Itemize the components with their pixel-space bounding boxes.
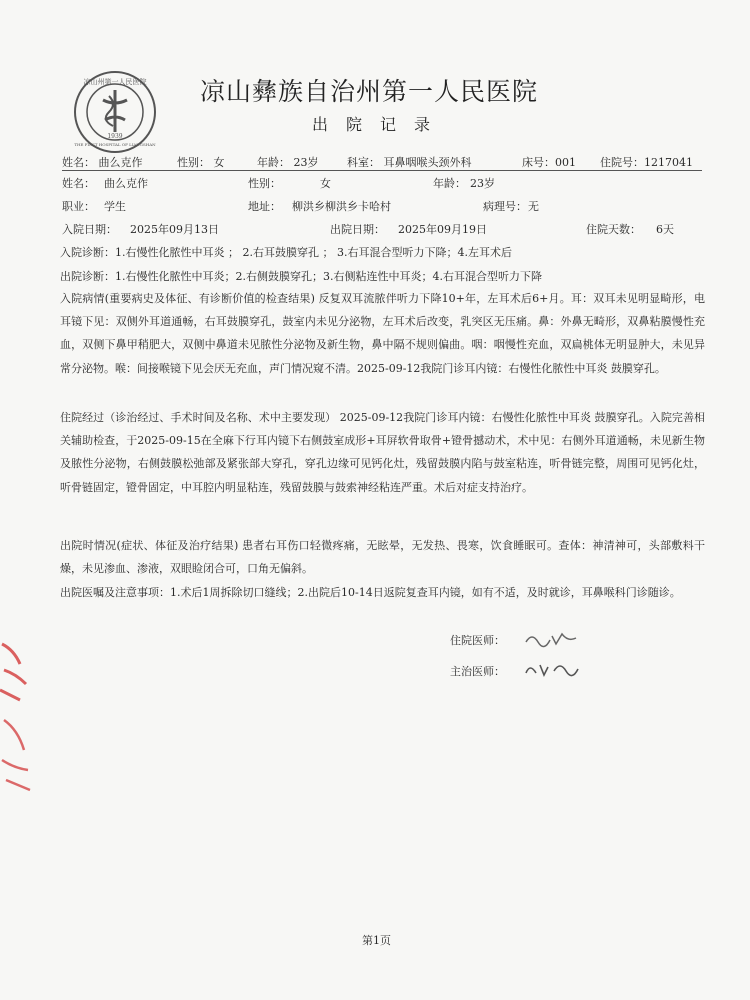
address-label: 地址： — [248, 200, 281, 213]
patient-age: 23岁 — [470, 177, 495, 190]
admit-date-label: 入院日期： — [62, 223, 117, 236]
top-bed: 床号：001 — [522, 156, 576, 169]
discharge-diagnosis: 出院诊断：1.右慢性化脓性中耳炎；2.右侧鼓膜穿孔；3.右侧粘连性中耳炎；4.右耳混合型听力下降 — [60, 270, 542, 283]
age-label: 年龄： — [433, 177, 466, 190]
resident-signature — [522, 628, 580, 650]
red-stamp-fragment — [0, 640, 40, 840]
name-label: 姓名： — [62, 177, 95, 190]
patient-occupation: 学生 — [104, 200, 126, 213]
discharge-status: 出院时情况(症状、体征及治疗结果) 患者右耳伤口轻微疼痛，无眩晕，无发热、畏寒，饮食睡眠可。查体：神清神可，头部敷料干燥，未见渗血、渗液，双眼睑闭合可，口角无偏斜。 — [60, 539, 705, 576]
hospital-logo-icon — [73, 70, 157, 154]
top-dept: 科室： 耳鼻咽喉头颈外科 — [347, 156, 472, 169]
discharge-date: 2025年09月19日 — [398, 223, 487, 236]
document-title: 出院记录 — [312, 115, 449, 134]
patient-name: 曲么克作 — [104, 177, 148, 190]
page-number: 第1页 — [362, 934, 391, 947]
top-age: 年龄： 23岁 — [257, 156, 319, 169]
stay-days-label: 住院天数： — [586, 223, 641, 236]
header-info-bar — [62, 152, 702, 171]
hospital-name: 凉山彝族自治州第一人民医院 — [200, 77, 539, 106]
pathology-no: 无 — [528, 200, 539, 213]
top-name: 姓名： 曲么克作 — [62, 156, 143, 169]
hospital-course: 住院经过（诊治经过、手术时间及名称、术中主要发现） 2025-09-12我院门诊耳内镜：右慢性化脓性中耳炎 鼓膜穿孔。入院完善相关辅助检查，于2025-09-15在全麻下行耳内镜下右侧鼓室成形+耳屏软骨取骨+镫骨撼动术，术中见：右侧外耳道通畅，未见新生物及脓性分泌物，右侧鼓膜松弛部及紧张部大穿孔，穿孔边缘可见钙化灶，残留鼓膜内陷与鼓室粘连，听骨链完整，周围可见钙化灶，听骨链固定，镫骨固定，中耳腔内明显粘连，残留鼓膜与鼓索神经粘连严重。术后对症支持治疗。 — [60, 411, 705, 494]
attending-doctor-label: 主治医师： — [450, 665, 505, 678]
stay-days: 6天 — [656, 223, 674, 236]
top-gender: 性别： 女 — [177, 156, 225, 169]
logo-year: 1939 — [107, 133, 123, 140]
logo-text-top: 凉山州第一人民医院 — [83, 78, 147, 86]
admit-date: 2025年09月13日 — [130, 223, 219, 236]
admission-condition: 入院病情(重要病史及体征、有诊断价值的检查结果) 反复双耳流脓伴听力下降10+年，左耳术后6+月。耳：双耳未见明显畸形，电耳镜下见：双侧外耳道通畅，右耳鼓膜穿孔，鼓室内未见分泌物，左耳术后改变，乳突区无压痛。鼻：外鼻无畸形，双鼻粘膜慢性充血，双侧下鼻甲稍肥大，双侧中鼻道未见脓性分泌物及新生物，鼻中隔不规则偏曲。咽：咽慢性充血，双扁桃体无明显肿大，未见异常分泌物。喉：间接喉镜下见会厌无充血，声门情况窥不清。2025-09-12我院门诊耳内镜：右慢性化脓性中耳炎 鼓膜穿孔。 — [60, 292, 705, 375]
patient-address: 柳洪乡柳洪乡卡哈村 — [292, 200, 391, 213]
gender-label: 性别： — [248, 177, 281, 190]
occupation-label: 职业： — [62, 200, 95, 213]
logo-text-bottom: THE FIRST HOSPITAL OF LIANGSHAN — [74, 142, 156, 147]
top-inpatient-no: 住院号：1217041 — [600, 156, 693, 169]
discharge-advice: 出院医嘱及注意事项：1.术后1周拆除切口缝线；2.出院后10-14日返院复查耳内镜，如有不适，及时就诊，耳鼻喉科门诊随诊。 — [60, 586, 681, 599]
discharge-date-label: 出院日期： — [330, 223, 385, 236]
patient-gender: 女 — [320, 177, 331, 190]
resident-doctor-label: 住院医师： — [450, 634, 505, 647]
admission-diagnosis: 入院诊断：1.右慢性化脓性中耳炎 ； 2.右耳鼓膜穿孔 ； 3.右耳混合型听力下降；4.左耳术后 — [60, 246, 512, 259]
pathology-label: 病理号： — [483, 200, 527, 213]
attending-signature — [522, 657, 580, 681]
